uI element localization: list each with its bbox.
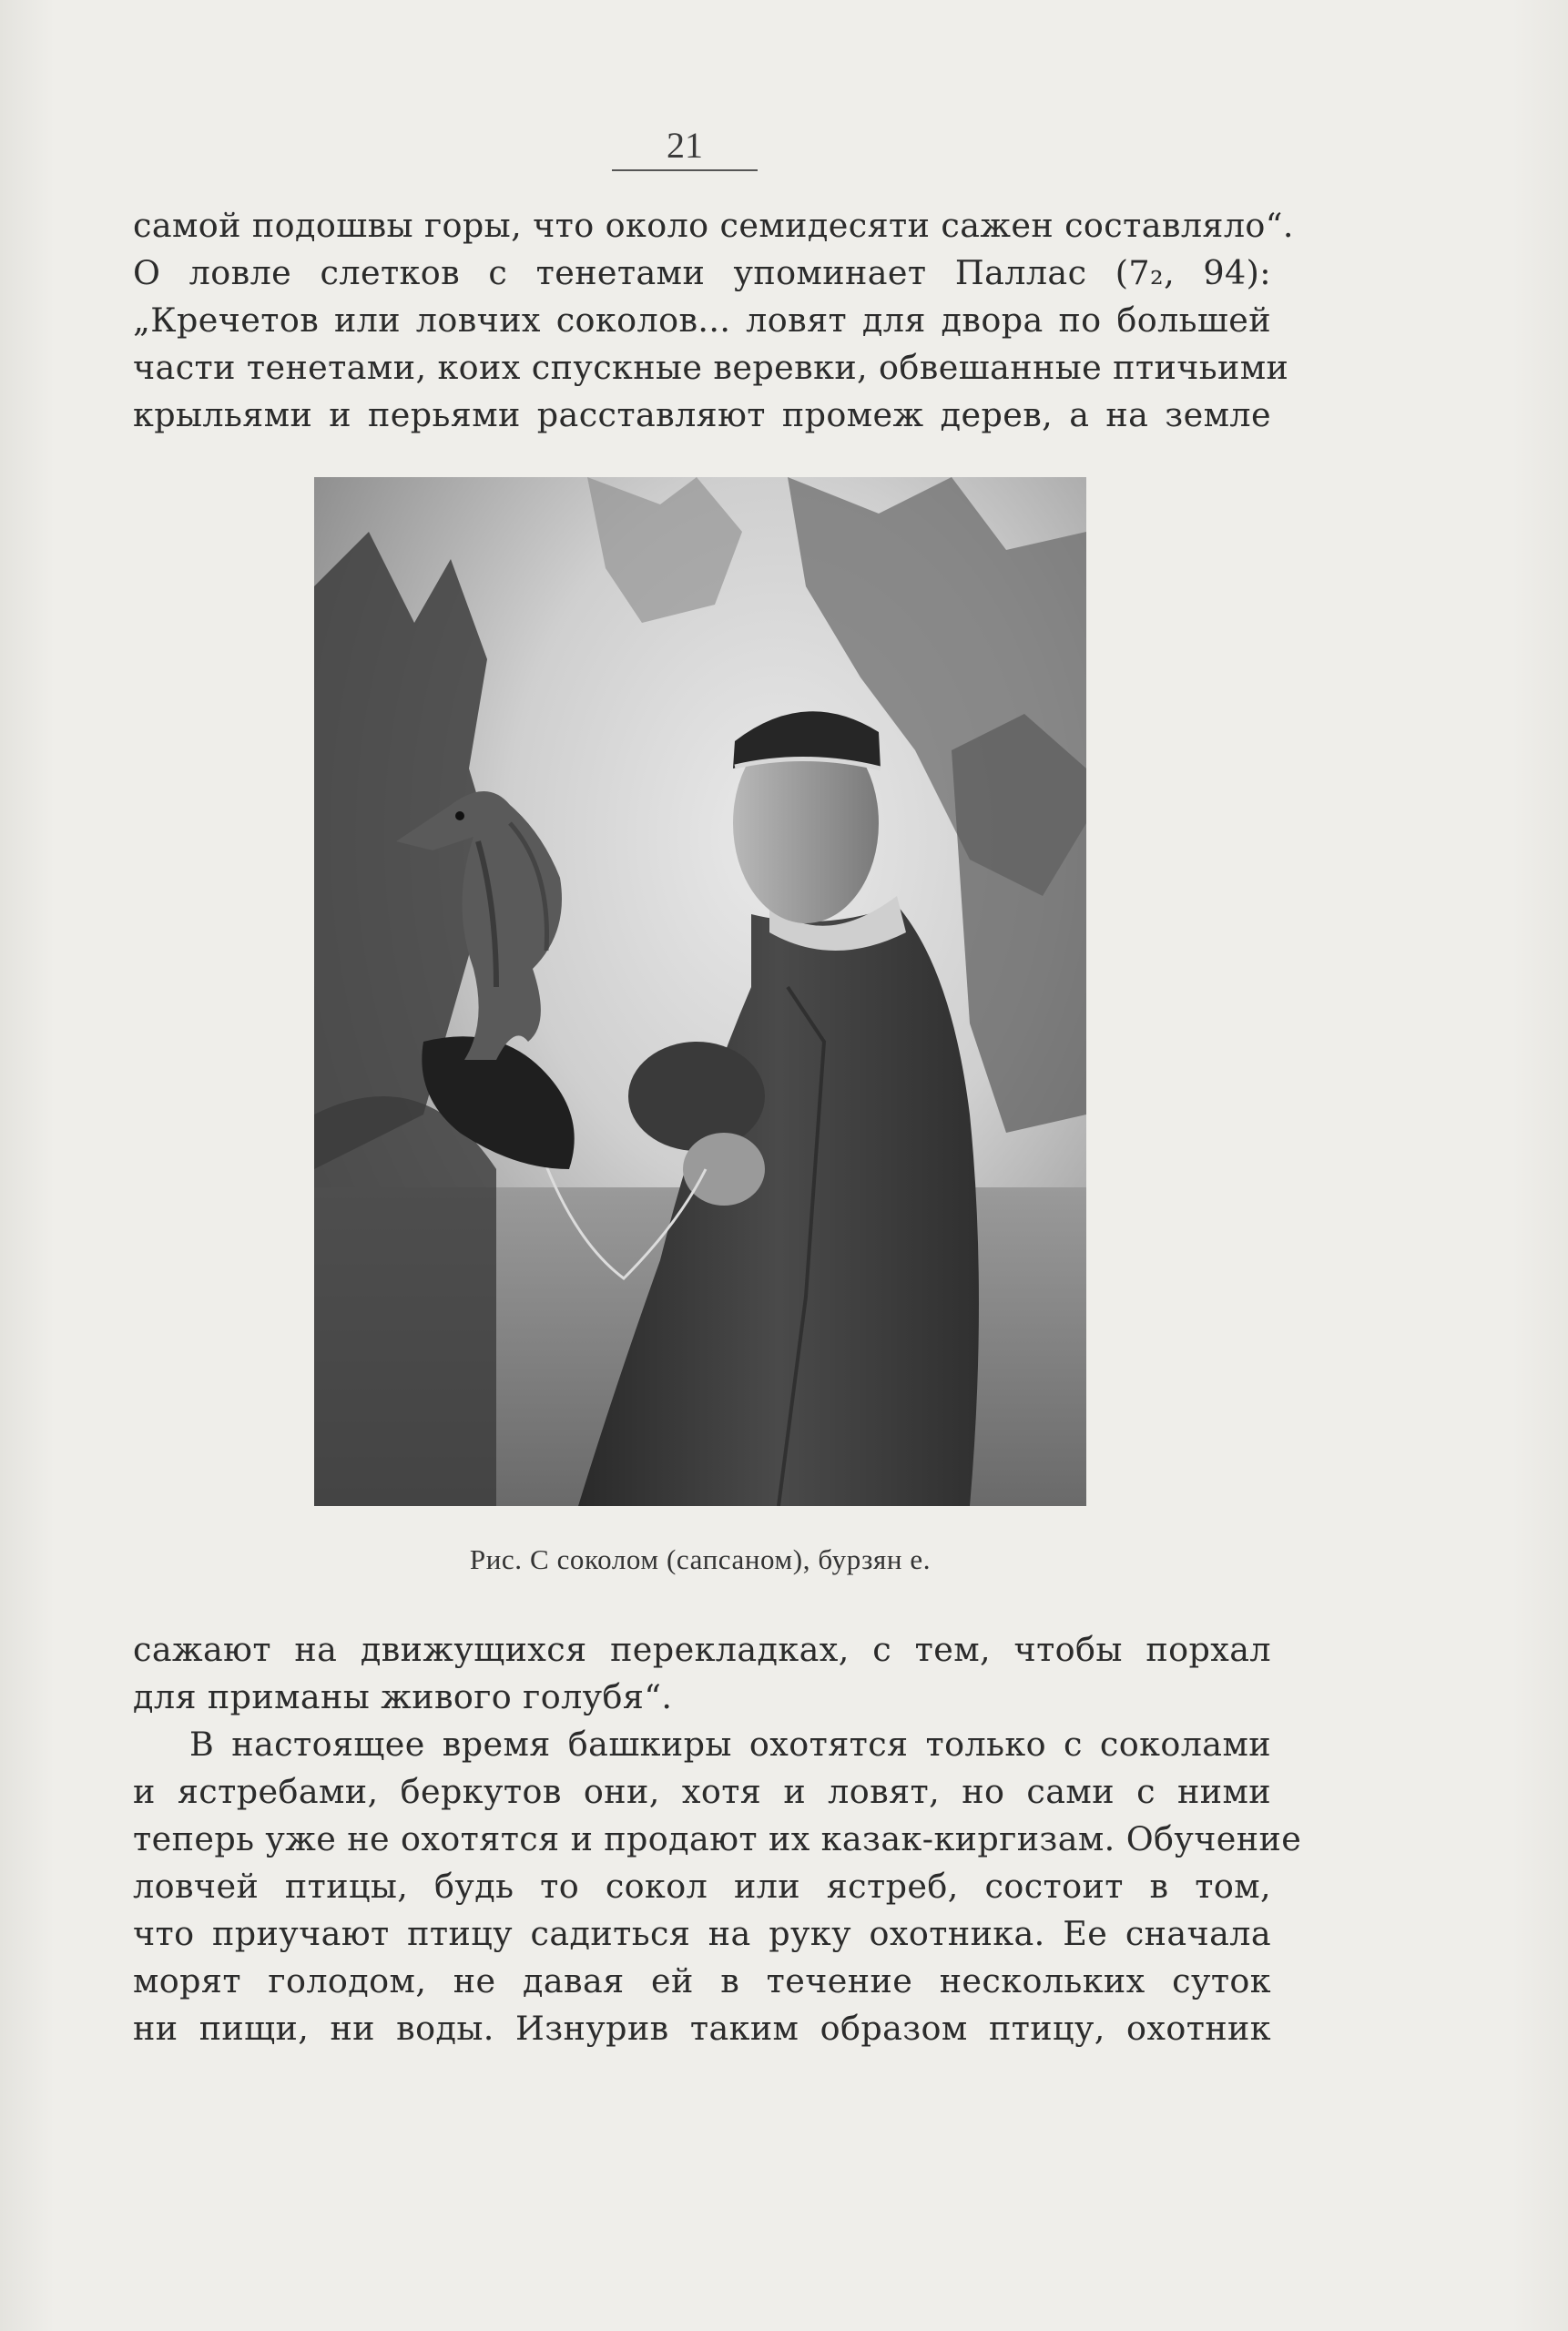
text-line: самой подошвы горы, что около семидесяти сажен составляло“. bbox=[133, 206, 1294, 245]
text-line: В настоящее время башкиры охотятся только с соколами bbox=[189, 1725, 1271, 1764]
page-number: 21 bbox=[667, 125, 703, 166]
text-line: что приучают птицу садиться на руку охотника. Ее сначала bbox=[133, 1914, 1271, 1953]
figure-caption: Рис. С соколом (сапсаном), бурзян е. bbox=[469, 1543, 932, 1575]
page-number-rule bbox=[612, 169, 758, 171]
text-line: „Кречетов или ловчих соколов... ловят для двора по большей bbox=[133, 300, 1271, 340]
falconer-photo bbox=[314, 477, 1086, 1506]
text-line: О ловле слетков с тенетами упоминает Паллас (7₂, 94): bbox=[133, 253, 1271, 292]
text-line: теперь уже не охотятся и продают их казак-киргизам. Обучение bbox=[133, 1819, 1302, 1858]
text-line: и ястребами, беркутов они, хотя и ловят, но сами с ними bbox=[133, 1772, 1271, 1811]
text-line: ни пищи, ни воды. Изнурив таким образом птицу, охотник bbox=[133, 2009, 1271, 2048]
text-line: для приманы живого голубя“. bbox=[133, 1677, 673, 1716]
text-line: части тенетами, коих спускные веревки, обвешанные птичьими bbox=[133, 348, 1289, 387]
text-line: морят голодом, не давая ей в течение нескольких суток bbox=[133, 1961, 1271, 2000]
text-line: сажают на движущихся перекладках, с тем, чтобы порхал bbox=[133, 1630, 1271, 1669]
top-paragraph bbox=[133, 202, 1294, 439]
text-line: ловчей птицы, будь то сокол или ястреб, состоит в том, bbox=[133, 1867, 1271, 1906]
text-line: крыльями и перьями расставляют промеж дерев, а на земле bbox=[133, 395, 1271, 434]
bottom-paragraphs bbox=[133, 1626, 1302, 2052]
